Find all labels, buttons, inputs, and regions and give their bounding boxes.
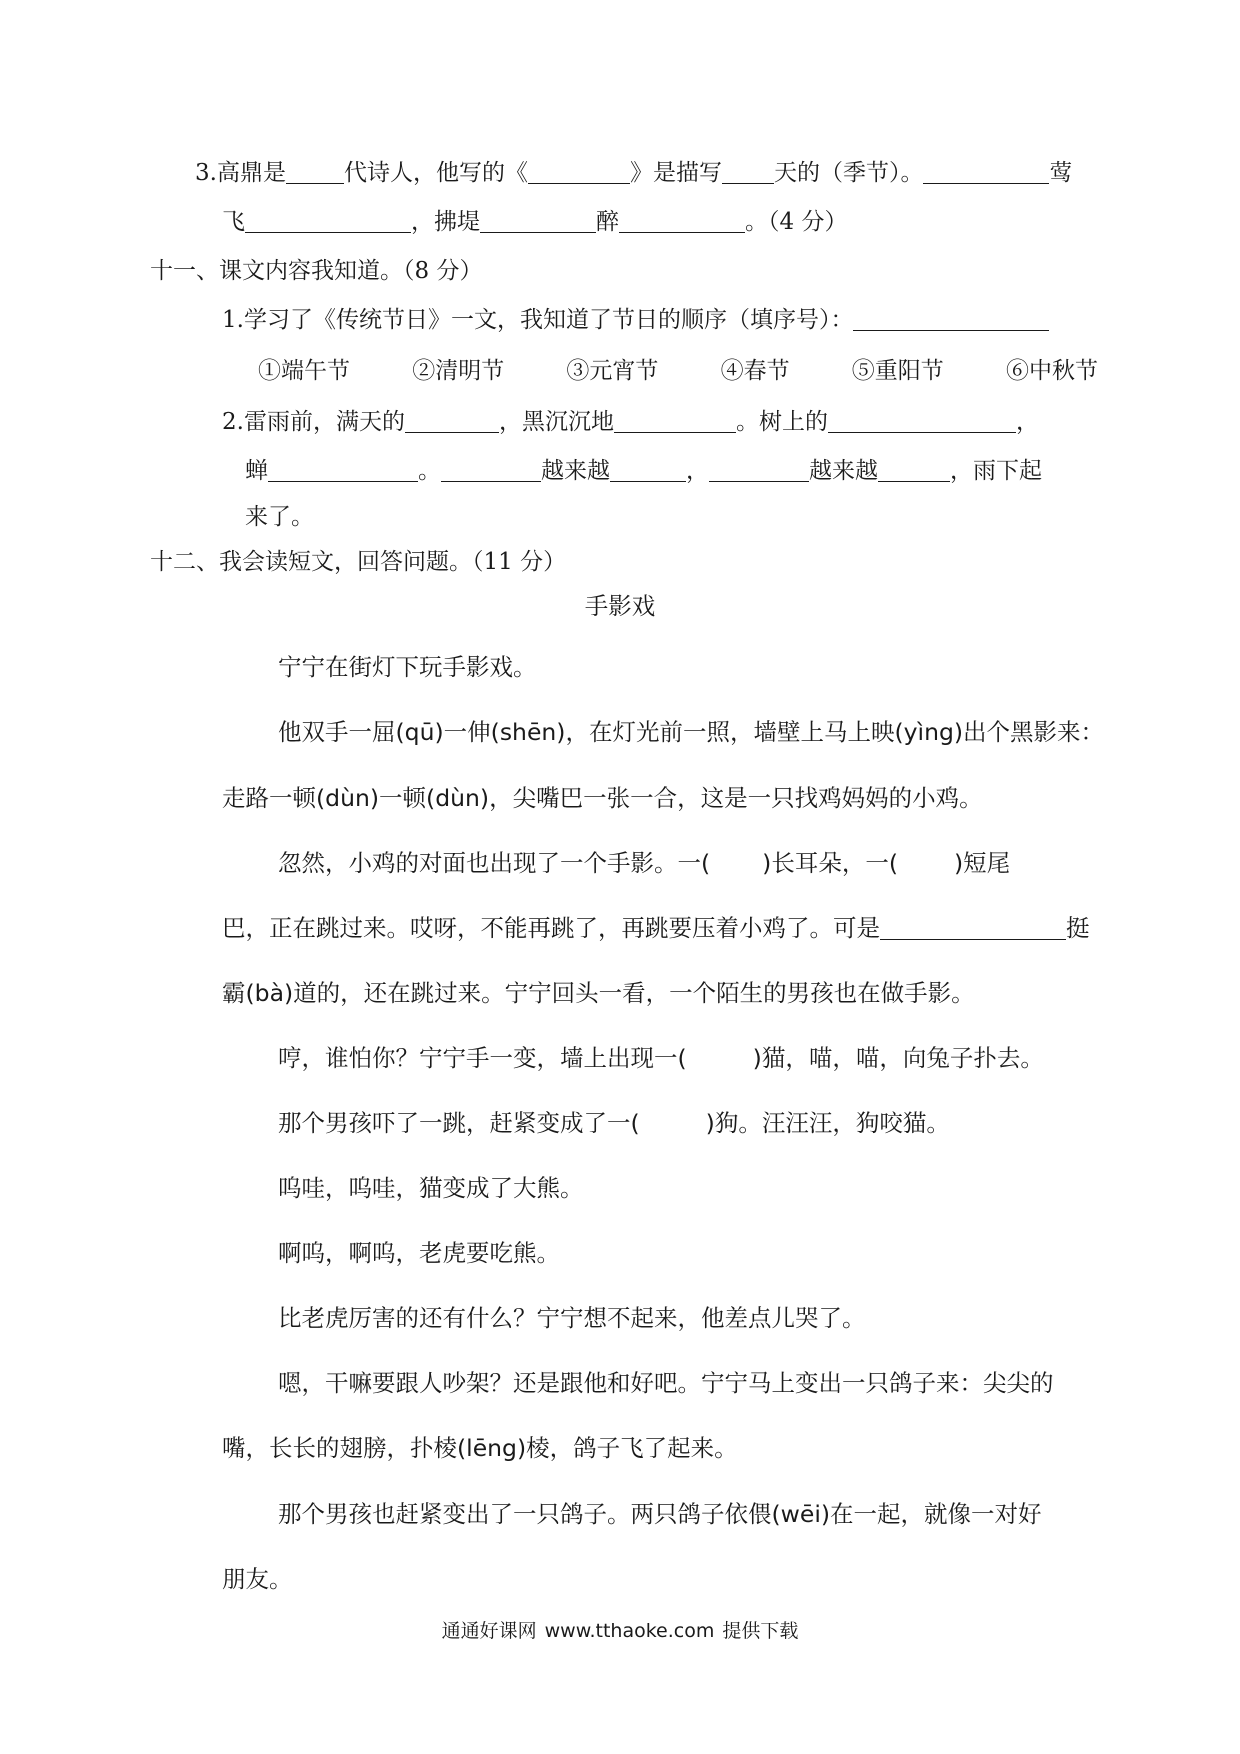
answer-blank[interactable] (923, 157, 1049, 184)
story-paragraph: 嘴，长长的翅膀，扑棱(lēng)棱，鸽子飞了起来。 (222, 1434, 738, 1462)
answer-blank[interactable] (614, 406, 736, 433)
q11-item2-text-e: 蝉 (245, 458, 268, 484)
story-paragraph: 嗯，干嘛要跟人吵架？还是跟他和好吧。宁宁马上变出一只鸽子来：尖尖的 (278, 1369, 1054, 1397)
story-paragraph: 霸(bà)道的，还在跳过来。宁宁回头一看，一个陌生的男孩也在做手影。 (222, 979, 975, 1007)
q11-item2-text-d: ， (1015, 409, 1039, 435)
story-text: )猫，喵，喵，向兔子扑去。 (752, 1044, 1044, 1072)
q11-item2-text-b: ，黑沉沉地 (498, 409, 614, 435)
q10-item3-text-h: 醉 (596, 209, 619, 235)
q10-item3-text-i: 。（4 分） (745, 209, 848, 235)
q11-item2-text-j: ，雨下起 (950, 458, 1042, 484)
q10-item3-text-g: ，拂堤 (411, 209, 480, 235)
answer-blank[interactable] (828, 406, 1016, 433)
answer-blank[interactable] (245, 206, 411, 233)
story-title: 手影戏 (584, 592, 656, 620)
story-paragraph: 朋友。 (222, 1565, 293, 1593)
q11-item2-line2 (245, 454, 1042, 488)
q12-heading: 十二、我会读短文，回答问题。（11 分） (150, 549, 567, 575)
answer-blank[interactable] (405, 406, 499, 433)
q11-item2-line1 (222, 405, 1039, 439)
story-paragraph (278, 1106, 950, 1140)
story-text: )狗。汪汪汪，狗咬猫。 (705, 1109, 950, 1137)
story-text: )短尾 (954, 849, 1011, 877)
q10-item3-line1 (195, 156, 1072, 190)
story-text: 那个男孩吓了一跳，赶紧变成了一( (278, 1109, 640, 1137)
story-text: 巴，正在跳过来。哎呀，不能再跳了，再跳要压着小鸡了。可是 (222, 914, 880, 942)
story-paragraph: 宁宁在街灯下玩手影戏。 (278, 653, 537, 681)
footer-site: 通通好课网 (441, 1620, 537, 1642)
q10-item3-text-f: 飞 (222, 209, 245, 235)
story-paragraph: 比老虎厉害的还有什么？宁宁想不起来，他差点儿哭了。 (278, 1304, 866, 1332)
answer-blank[interactable] (480, 206, 596, 233)
answer-blank[interactable] (268, 455, 418, 482)
q11-item2-text-g: 越来越 (541, 458, 610, 484)
q10-item3-line2 (222, 205, 847, 239)
q10-item3-text-c: 》是描写 (629, 160, 722, 186)
story-paragraph: 啊呜，啊呜，老虎要吃熊。 (278, 1239, 560, 1267)
answer-blank[interactable] (878, 455, 950, 482)
q11-item2-text-h: ， (686, 458, 709, 484)
answer-blank[interactable] (286, 157, 344, 184)
answer-blank[interactable] (619, 206, 745, 233)
answer-blank[interactable] (722, 157, 774, 184)
answer-blank[interactable] (528, 157, 630, 184)
q11-item1 (222, 303, 1049, 337)
answer-blank[interactable] (880, 913, 1066, 940)
q10-item3-text-d: 天的（季节）。 (773, 160, 924, 186)
page-footer (0, 1616, 1240, 1646)
q11-item2-text-f: 。 (418, 458, 441, 484)
option-item: ④春节 (720, 358, 790, 384)
story-text: 忽然，小鸡的对面也出现了一个手影。一( (278, 849, 711, 877)
story-paragraph (278, 1041, 1044, 1075)
story-paragraph: 走路一顿(dùn)一顿(dùn)，尖嘴巴一张一合，这是一只找鸡妈妈的小鸡。 (222, 784, 983, 812)
q10-item3-text-b: 代诗人，他写的《 (343, 160, 528, 186)
footer-url[interactable]: www.tthaoke.com (544, 1620, 715, 1642)
story-paragraph (278, 846, 1010, 880)
story-paragraph (222, 911, 1090, 945)
story-text: 哼，谁怕你？宁宁手一变，墙上出现一( (278, 1044, 687, 1072)
story-paragraph: 他双手一屈(qū)一伸(shēn)，在灯光前一照，墙壁上马上映(yìng)出个黑影来： (278, 718, 1105, 746)
option-item: ②清明节 (412, 358, 505, 384)
q11-heading: 十一、课文内容我知道。（8 分） (150, 258, 483, 284)
option-item: ①端午节 (258, 358, 350, 384)
festival-options (258, 354, 1098, 388)
answer-blank[interactable] (610, 455, 686, 482)
q11-item2-text-c: 。树上的 (735, 409, 828, 435)
option-item: ⑤重阳节 (851, 358, 944, 384)
q11-item1-text: 1.学习了《传统节日》一文，我知道了节日的顺序（填序号）： (222, 307, 854, 333)
q11-item2-text-i: 越来越 (809, 458, 878, 484)
story-text: )长耳朵，一( (762, 849, 899, 877)
story-paragraph: 呜哇，呜哇，猫变成了大熊。 (278, 1174, 584, 1202)
q10-item3-text-e: 莺 (1049, 160, 1073, 186)
story-text: 挺 (1066, 914, 1090, 942)
answer-blank[interactable] (853, 304, 1049, 331)
story-paragraph: 那个男孩也赶紧变出了一只鸽子。两只鸽子依偎(wēi)在一起，就像一对好 (278, 1500, 1042, 1528)
option-item: ⑥中秋节 (1005, 358, 1098, 384)
footer-note: 提供下载 (722, 1620, 799, 1642)
q10-item3-text-a: 3.高鼎是 (195, 160, 286, 186)
answer-blank[interactable] (709, 455, 809, 482)
answer-blank[interactable] (441, 455, 541, 482)
q11-item2-text-a: 2.雷雨前，满天的 (222, 409, 405, 435)
option-item: ③元宵节 (566, 358, 659, 384)
q11-item2-line3: 来了。 (245, 504, 314, 530)
